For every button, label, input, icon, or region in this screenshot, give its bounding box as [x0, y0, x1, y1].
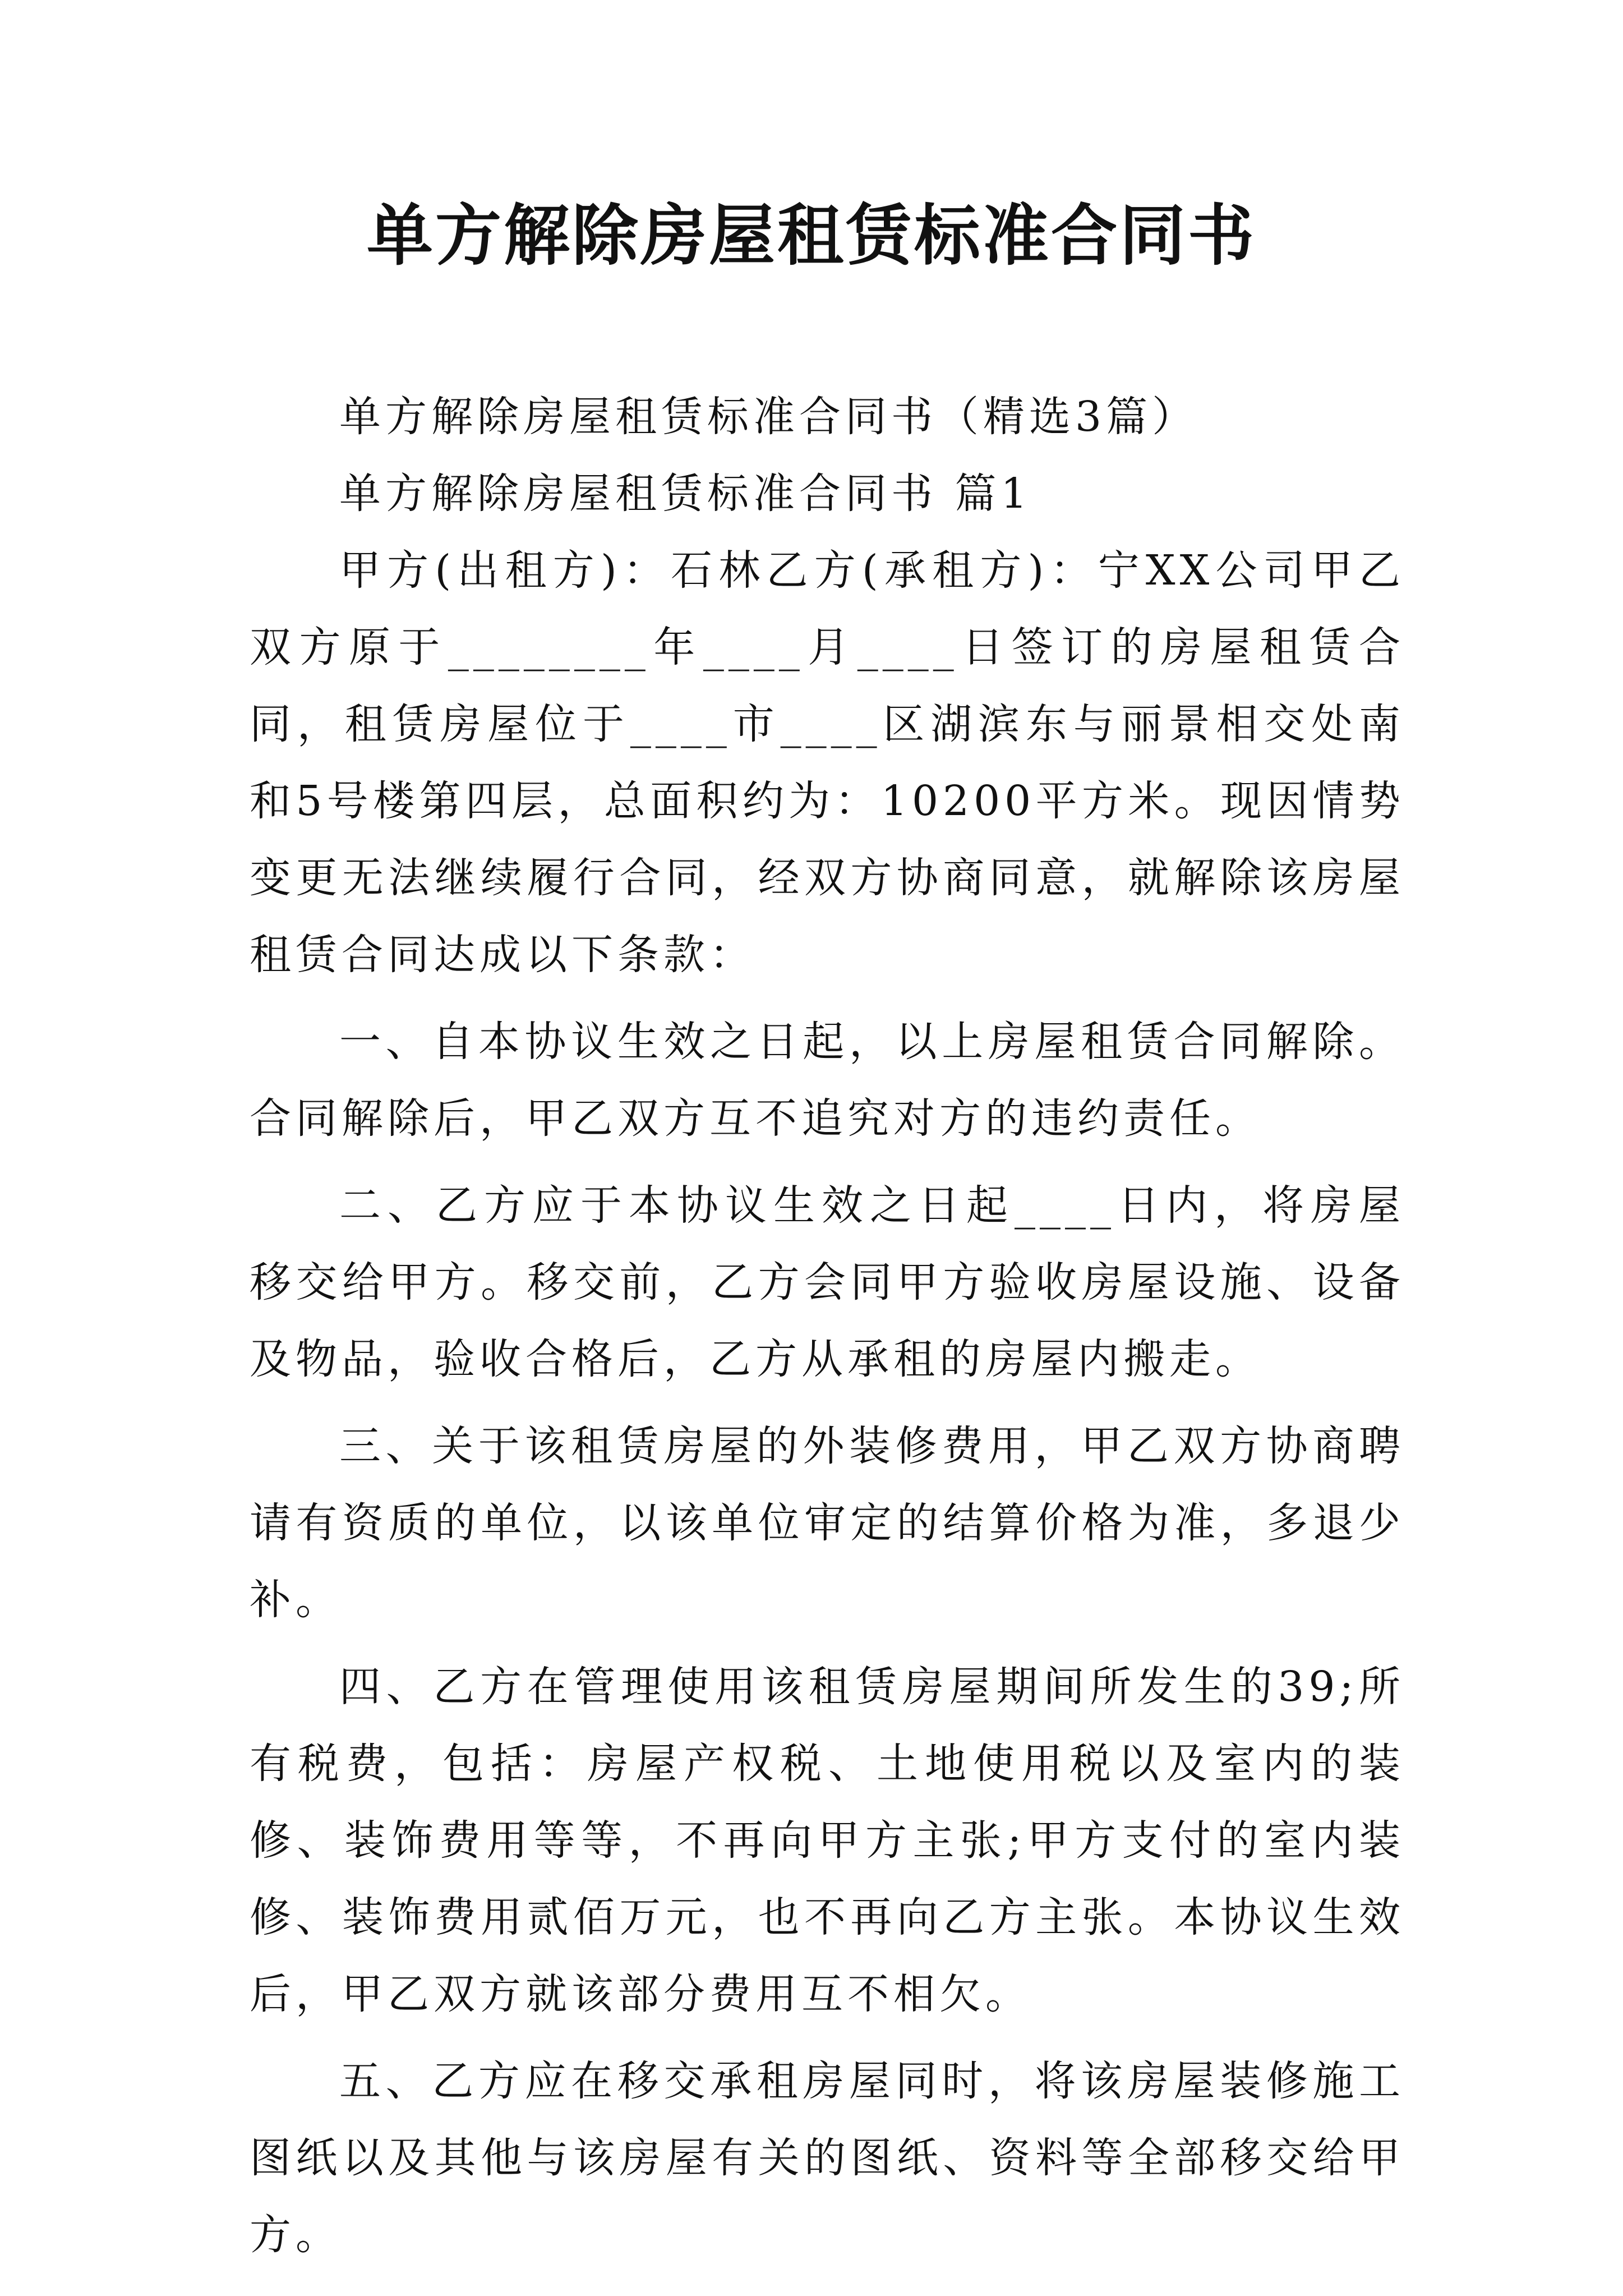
- paragraph-clause-5: 五、乙方应在移交承租房屋同时，将该房屋装修施工图纸以及其他与该房屋有关的图纸、资料等全部移交给甲方。: [250, 2057, 1405, 2259]
- document-title: 单方解除房屋租赁标准合同书: [366, 197, 1256, 274]
- paragraph-clause-3: 三、关于该租赁房屋的外装修费用，甲乙双方协商聘请有资质的单位，以该单位审定的结算价格为准，多退少补。: [250, 1422, 1405, 1624]
- paragraph-clause-2: 二、乙方应于本协议生效之日起____日内，将房屋移交给甲方。移交前，乙方会同甲方验收房屋设施、设备及物品，验收合格后，乙方从承租的房屋内搬走。: [250, 1181, 1405, 1383]
- document-body: [250, 379, 1405, 2274]
- paragraph-section-heading: 单方解除房屋租赁标准合同书 篇1: [339, 470, 1032, 518]
- paragraph-parties: 甲方(出租方)：石林乙方(承租方)：宁XX公司甲乙双方原于________年____月____日签订的房屋租赁合同，租赁房屋位于____市____区湖滨东与丽景相交处南和5号楼第四层，总面积约为：10200平方米。现因情势变更无法继续履行合同，经双方协商同意，就解除该房屋租赁合同达成以下条款：: [250, 546, 1405, 979]
- paragraph-subtitle: 单方解除房屋租赁标准合同书（精选3篇）: [339, 393, 1198, 441]
- paragraph-clause-4: 四、乙方在管理使用该租赁房屋期间所发生的39;所有税费，包括：房屋产权税、土地使用税以及室内的装修、装饰费用等等，不再向甲方主张;甲方支付的室内装修、装饰费用贰佰万元，也不再向乙方主张。本协议生效后，甲乙双方就该部分费用互不相欠。: [250, 1663, 1405, 2018]
- paragraph-clause-1: 一、自本协议生效之日起，以上房屋租赁合同解除。合同解除后，甲乙双方互不追究对方的违约责任。: [250, 1018, 1405, 1143]
